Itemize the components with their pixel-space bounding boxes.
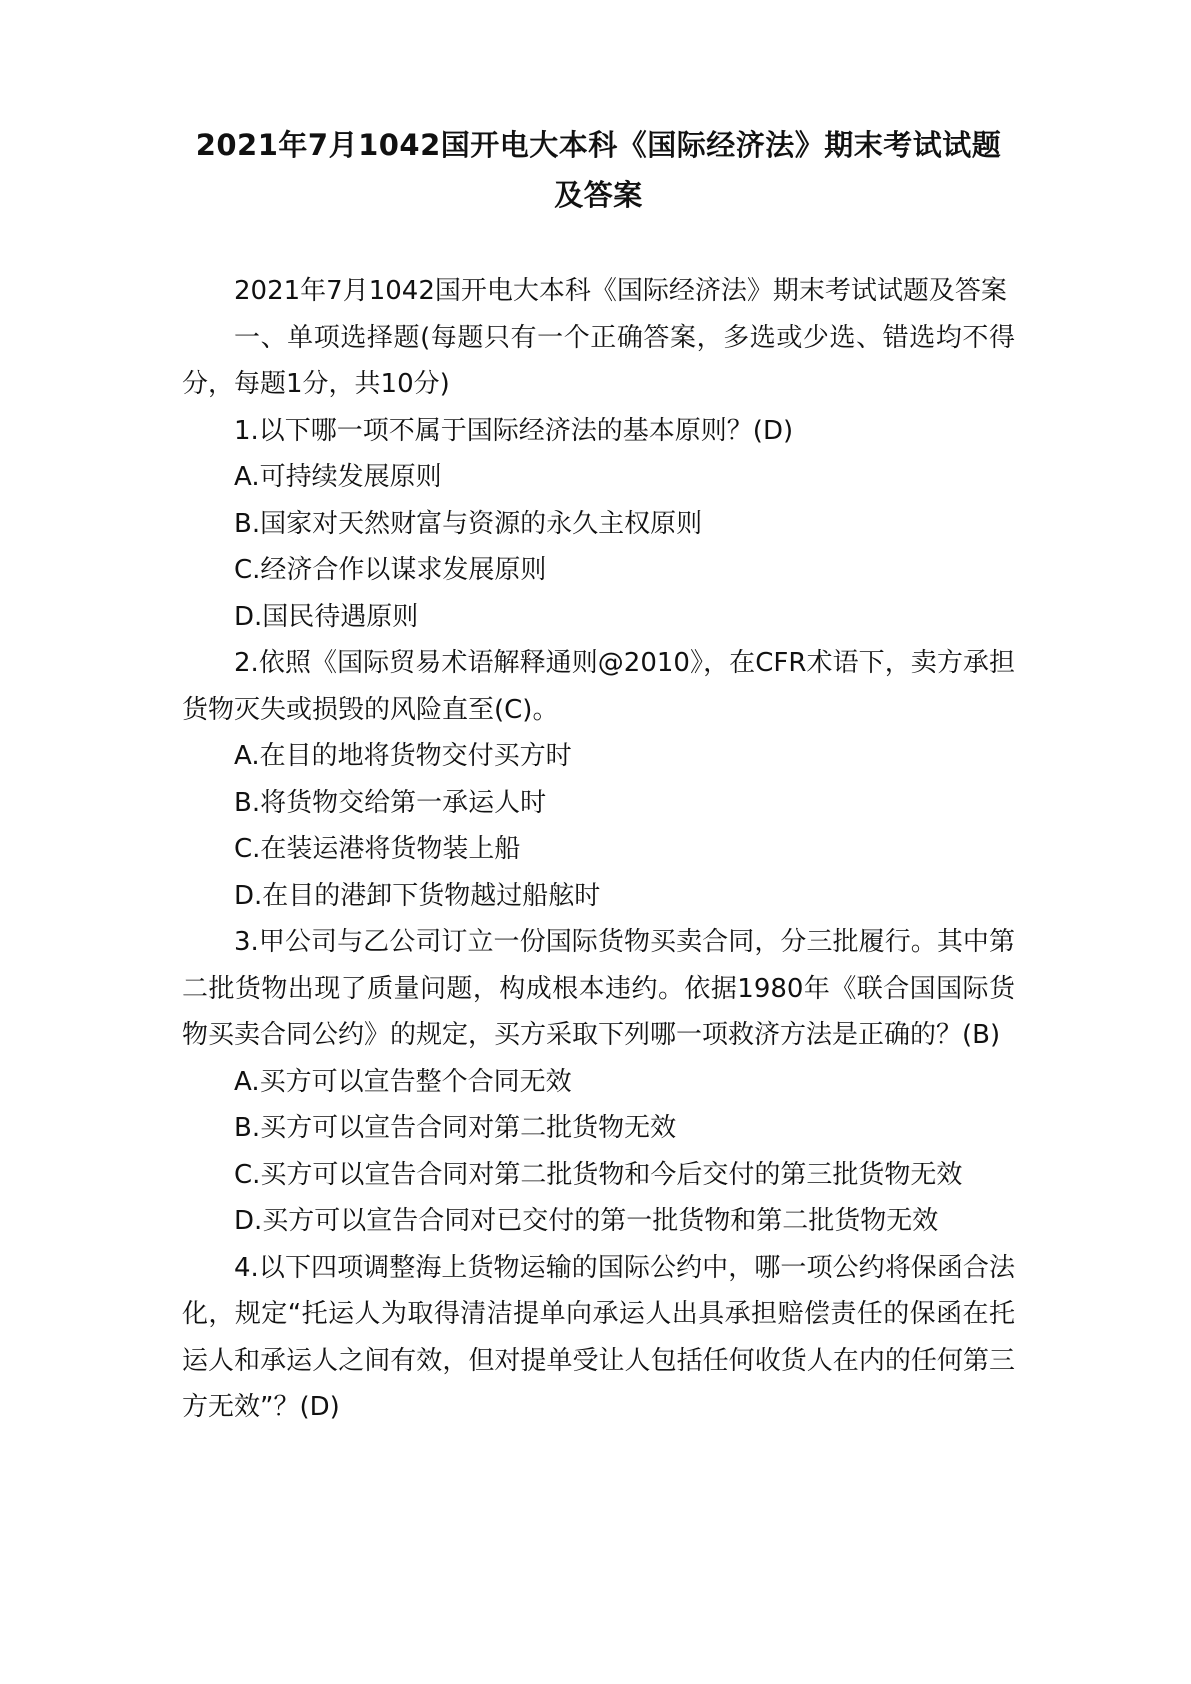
question-3-option-c: C.买方可以宣告合同对第二批货物和今后交付的第三批货物无效: [234, 1159, 963, 1190]
question-1-option-d: D.国民待遇原则: [234, 601, 419, 632]
question-2-option-a: A.在目的地将货物交付买方时: [234, 741, 572, 771]
question-2-option-c: C.在装运港将货物装上船: [234, 834, 521, 864]
question-1-option-b: B.国家对天然财富与资源的永久主权原则: [234, 508, 703, 539]
section-heading: 一、单项选择题(每题只有一个正确答案，多选或少选、错选均不得分，每题1分，共10分): [182, 322, 1015, 399]
question-2: 2.依照《国际贸易术语解释通则@2010》，在CFR术语下，卖方承担货物灭失或损毁的风险直至(C)。: [182, 648, 1015, 725]
question-2-option-d: D.在目的港卸下货物越过船舷时: [234, 880, 601, 911]
question-2-option-b: B.将货物交给第一承运人时: [234, 787, 547, 818]
document-title: 2021年7月1042国开电大本科《国际经济法》期末考试试题及答案: [195, 128, 1002, 212]
question-3-option-b: B.买方可以宣告合同对第二批货物无效: [234, 1113, 677, 1143]
question-1-option-c: C.经济合作以谋求发展原则: [234, 555, 547, 585]
document-page: [182, 120, 1015, 1431]
intro-paragraph: 2021年7月1042国开电大本科《国际经济法》期末考试试题及答案: [234, 276, 1007, 306]
question-4: 4.以下四项调整海上货物运输的国际公约中，哪一项公约将保函合法化，规定“托运人为取得清洁提单向承运人出具承担赔偿责任的保函在托运人和承运人之间有效，但对提单受让人包括任何收货人在内的任何第三方无效”？(D): [182, 1252, 1015, 1422]
document-body: [182, 268, 1015, 1431]
question-1-option-a: A.可持续发展原则: [234, 462, 442, 492]
question-3-option-d: D.买方可以宣告合同对已交付的第一批货物和第二批货物无效: [234, 1206, 939, 1236]
question-1: 1.以下哪一项不属于国际经济法的基本原则？(D): [234, 415, 794, 446]
question-3: 3.甲公司与乙公司订立一份国际货物买卖合同，分三批履行。其中第二批货物出现了质量问题，构成根本违约。依据1980年《联合国国际货物买卖合同公约》的规定，买方采取下列哪一项救济方法是正确的？(B): [182, 927, 1015, 1050]
question-3-option-a: A.买方可以宣告整个合同无效: [234, 1066, 572, 1097]
